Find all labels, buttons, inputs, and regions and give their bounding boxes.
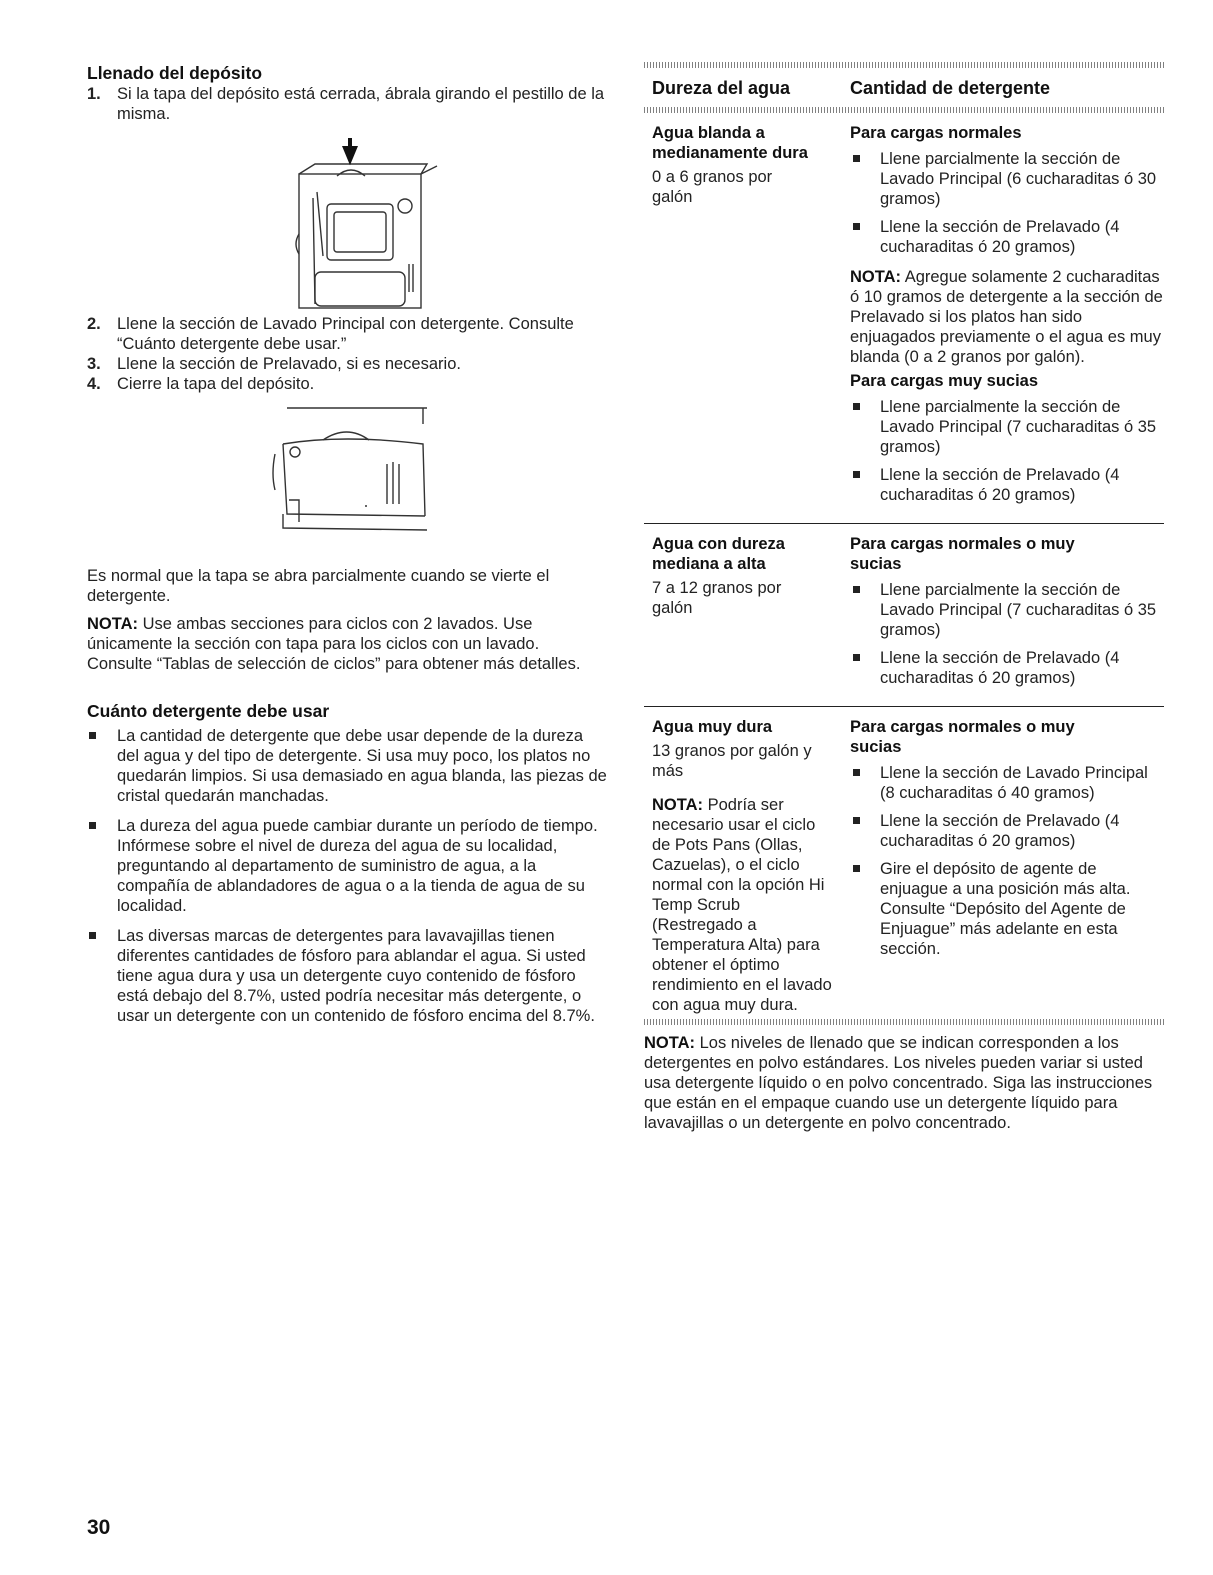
load-type: Para cargas muy sucias xyxy=(850,372,1039,390)
bullet-item: Llene parcialmente la sección de Lavado Principal (7 cucharaditas ó 35 gramos) xyxy=(850,580,1164,640)
amount-bullets xyxy=(87,726,607,1026)
section-heading-amount: Cuánto detergente debe usar xyxy=(87,701,330,721)
bullet-item: Las diversas marcas de detergentes para lavavajillas tienen diferentes cantidades de fósforo para ablandar el agua. Si usted tiene agua dura y usa un detergente cuyo contenido de fósforo está debajo del 8.7%, usted podría necesitar más detergente, o usar un detergente con un contenido de fósforo encima del 8.7%. xyxy=(87,926,607,1026)
header-hardness: Dureza del agua xyxy=(652,78,791,98)
normal-lid-paragraph: Es normal que la tapa se abra parcialmente cuando se vierte el detergente. xyxy=(87,567,550,605)
steps-list-a xyxy=(87,84,607,124)
amount-bullets xyxy=(850,580,1164,688)
step-number: 3. xyxy=(87,355,101,373)
row-note xyxy=(850,267,1164,367)
step-text: Llene la sección de Prelavado, si es necesario. xyxy=(117,355,461,373)
dispenser-closed-illustration xyxy=(87,394,607,566)
row-hardness: Agua blanda a medianamente dura xyxy=(652,124,808,162)
note-paragraph xyxy=(87,614,607,674)
step-3 xyxy=(87,354,607,374)
bullet-item: Gire el depósito de agente de enjuague a una posición más alta. Consulte “Depósito del Agente de Enjuague” más adelante en esta sección. xyxy=(850,859,1164,959)
right-column xyxy=(644,62,1164,1133)
row-hardness: Agua muy dura xyxy=(652,718,773,736)
bullet-item: Llene parcialmente la sección de Lavado Principal (7 cucharaditas ó 35 gramos) xyxy=(850,397,1164,457)
note-text: Use ambas secciones para ciclos con 2 lavados. Use únicamente la sección con tapa para los ciclos con un lavado. Consulte “Tablas de selección de ciclos” para obtener más detalles. xyxy=(87,615,581,673)
bullet-item: Llene la sección de Lavado Principal (8 cucharaditas ó 40 gramos) xyxy=(850,763,1164,803)
load-type: Para cargas normales o muy sucias xyxy=(850,535,1075,573)
table-header-rule xyxy=(644,107,1164,113)
bullet-item: Llene la sección de Prelavado (4 cucharaditas ó 20 gramos) xyxy=(850,465,1164,505)
table-header xyxy=(644,68,1164,107)
note-label: NOTA: xyxy=(652,796,704,814)
step-number: 2. xyxy=(87,315,101,333)
step-2 xyxy=(87,314,607,354)
note-label: NOTA: xyxy=(850,268,902,286)
step-4 xyxy=(87,374,607,394)
table-bottom-rule xyxy=(644,1019,1164,1025)
note-label: NOTA: xyxy=(644,1034,696,1052)
step-number: 4. xyxy=(87,375,101,393)
steps-list-b xyxy=(87,314,607,394)
step-number: 1. xyxy=(87,85,101,103)
bullet-item: Llene la sección de Prelavado (4 cucharaditas ó 20 gramos) xyxy=(850,811,1164,851)
section-heading-filling: Llenado del depósito xyxy=(87,63,263,83)
row-hardness: Agua con dureza mediana a alta xyxy=(652,535,785,573)
bottom-note xyxy=(644,1033,1164,1133)
dispenser-open-illustration xyxy=(87,124,607,314)
bullet-item: Llene la sección de Prelavado (4 cucharaditas ó 20 gramos) xyxy=(850,648,1164,688)
step-text: Llene la sección de Lavado Principal con detergente. Consulte “Cuánto detergente debe usar.” xyxy=(117,315,574,353)
amount-bullets xyxy=(850,397,1164,505)
table-row xyxy=(644,523,1164,706)
row-note xyxy=(652,795,832,1015)
load-type: Para cargas normales o muy sucias xyxy=(850,718,1075,756)
load-type: Para cargas normales xyxy=(850,124,1022,142)
table-row xyxy=(644,706,1164,1019)
note-label: NOTA: xyxy=(87,615,139,633)
step-text: Cierre la tapa del depósito. xyxy=(117,375,315,393)
amount-bullets xyxy=(850,763,1164,959)
header-amount: Cantidad de detergente xyxy=(850,78,1051,98)
left-column xyxy=(87,62,607,1036)
note-text: Los niveles de llenado que se indican corresponden a los detergentes en polvo estándares. Los niveles pueden variar si usted usa detergente líquido o en polvo concentrado. Siga las instrucciones que están en el empaque cuando use un detergente líquido para lavavajillas o un detergente en polvo concentrado. xyxy=(644,1034,1153,1132)
step-1 xyxy=(87,84,607,124)
bullet-item: La cantidad de detergente que debe usar depende de la dureza del agua y del tipo de detergente. Si usa muy poco, los platos no quedarán limpios. Si usa demasiado en agua blanda, las piezas de cristal quedarán manchadas. xyxy=(87,726,607,806)
bullet-item: Llene la sección de Prelavado (4 cucharaditas ó 20 gramos) xyxy=(850,217,1164,257)
step-text: Si la tapa del depósito está cerrada, ábrala girando el pestillo de la misma. xyxy=(117,85,605,123)
row-range: 13 granos por galón y más xyxy=(652,742,812,780)
table-top-rule xyxy=(644,62,1164,68)
dispenser-closed-drawing xyxy=(87,394,607,566)
row-range: 7 a 12 granos por galón xyxy=(652,579,782,617)
bullet-item: La dureza del agua puede cambiar durante un período de tiempo. Infórmese sobre el nivel de dureza del agua de su localidad, preguntando al departamento de suministro de agua, a la compañía de ablandadores de agua o a la tienda de agua de su localidad. xyxy=(87,816,607,916)
table-row xyxy=(644,113,1164,523)
dispenser-open-drawing xyxy=(87,124,607,314)
amount-bullets xyxy=(850,149,1164,257)
bullet-item: Llene parcialmente la sección de Lavado Principal (6 cucharaditas ó 30 gramos) xyxy=(850,149,1164,209)
detergent-table xyxy=(644,62,1164,1025)
page-number: 30 xyxy=(87,1516,111,1539)
row-range: 0 a 6 granos por galón xyxy=(652,168,773,206)
note-text: Podría ser necesario usar el ciclo de Pots Pans (Ollas, Cazuelas), o el ciclo normal con la opción Hi Temp Scrub (Restregado a Temperatura Alta) para obtener el óptimo rendimiento en el lavado con agua muy dura. xyxy=(652,796,832,1014)
note-text: Agregue solamente 2 cucharaditas ó 10 gramos de detergente a la sección de Prelavado si los platos han sido enjuagados previamente o el agua es muy blanda (0 a 2 granos por galón). xyxy=(850,268,1163,366)
